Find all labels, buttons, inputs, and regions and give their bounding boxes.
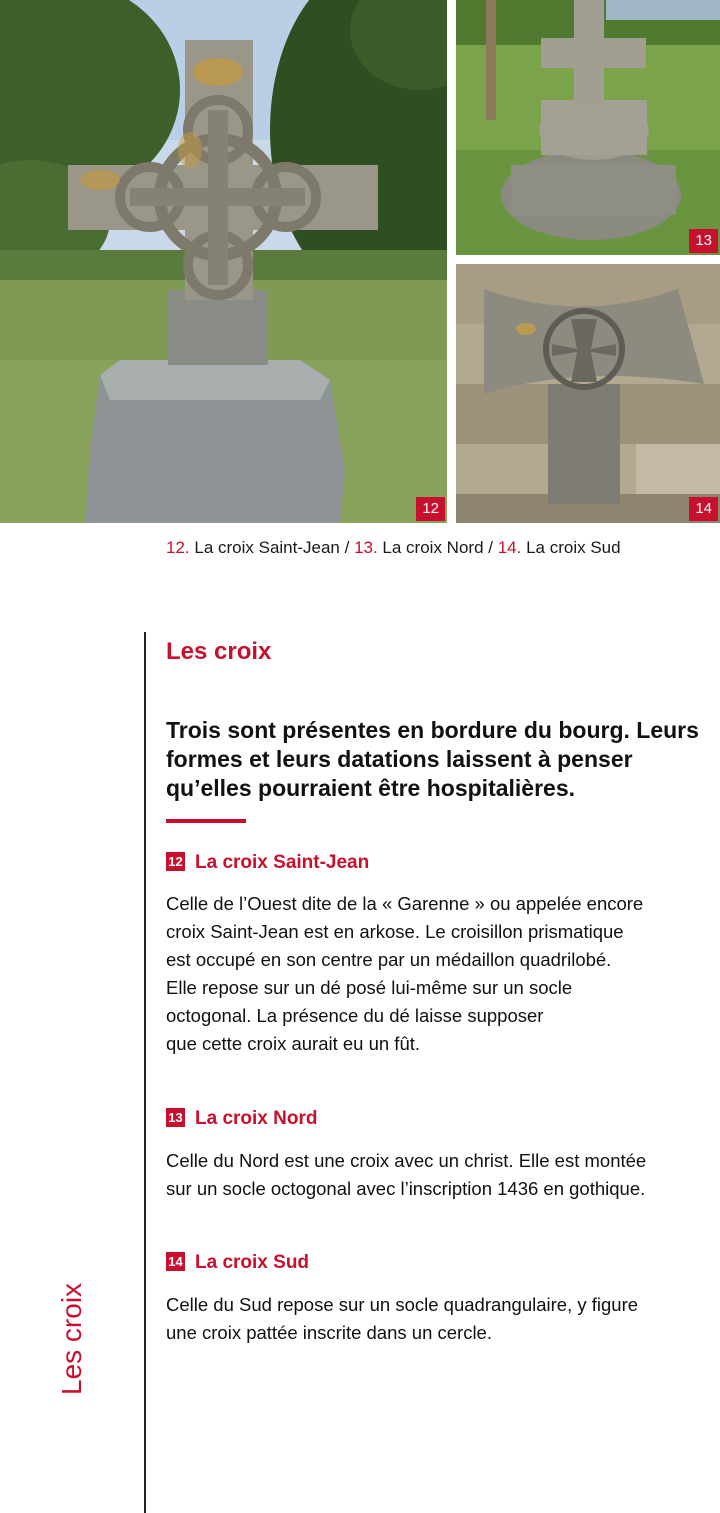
photo-caption <box>166 538 621 558</box>
text-line: que cette croix aurait eu un fût. <box>166 1033 421 1054</box>
photo-croix-nord <box>456 0 720 255</box>
number-badge: 13 <box>166 1108 185 1127</box>
text-line: Celle du Sud repose sur un socle quadrangulaire, y figure <box>166 1294 639 1315</box>
heading-text: La croix Saint-Jean <box>195 852 370 873</box>
text-croix-nord <box>166 1147 706 1203</box>
margin-divider <box>144 632 146 1513</box>
section-title: Les croix <box>166 638 272 665</box>
caption-number-14: 14. <box>497 538 522 557</box>
croix-sud-image <box>456 264 720 523</box>
heading-croix-nord <box>166 1108 317 1130</box>
heading-text: La croix Nord <box>195 1108 318 1129</box>
lead-paragraph: Trois sont présentes en bordure du bourg. Leurs formes et leurs datations laissent à penser qu’elles pourraient être hospitalières. <box>166 717 699 801</box>
text-line: croix Saint-Jean est en arkose. Le croisillon prismatique <box>166 921 624 942</box>
heading-croix-saint-jean <box>166 852 369 874</box>
caption-number-13: 13. <box>354 538 378 557</box>
text-line: sur un socle octogonal avec l’inscription 1436 en gothique. <box>166 1178 646 1199</box>
photo-croix-sud <box>456 264 720 523</box>
text-line: est occupé en son centre par un médaillon quadrilobé. <box>166 949 612 970</box>
caption-number-12: 12. <box>166 538 190 557</box>
photo-number-badge: 14 <box>689 497 718 521</box>
text-line: Celle du Nord est une croix avec un christ. Elle est montée <box>166 1150 647 1171</box>
croix-saint-jean-image <box>0 0 447 523</box>
caption-text-12: La croix Saint-Jean / <box>189 538 355 557</box>
number-badge: 14 <box>166 1252 185 1271</box>
croix-nord-image <box>456 0 720 255</box>
caption-text-13: La croix Nord / <box>377 538 498 557</box>
text-line: une croix pattée inscrite dans un cercle. <box>166 1322 492 1343</box>
photo-number-badge: 13 <box>689 229 718 253</box>
heading-croix-sud <box>166 1252 309 1274</box>
photo-number-badge: 12 <box>416 497 445 521</box>
text-croix-sud <box>166 1291 706 1347</box>
accent-rule <box>166 819 246 823</box>
text-line: octogonal. La présence du dé laisse supposer <box>166 1005 544 1026</box>
number-badge: 12 <box>166 852 185 871</box>
text-line: Elle repose sur un dé posé lui-même sur un socle <box>166 977 573 998</box>
text-line: Celle de l’Ouest dite de la « Garenne » ou appelée encore <box>166 893 644 914</box>
text-croix-saint-jean <box>166 890 706 1058</box>
heading-text: La croix Sud <box>195 1252 310 1273</box>
caption-text-14: La croix Sud <box>521 538 621 557</box>
photo-croix-saint-jean <box>0 0 447 523</box>
sidebar-title: Les croix <box>56 1282 87 1395</box>
